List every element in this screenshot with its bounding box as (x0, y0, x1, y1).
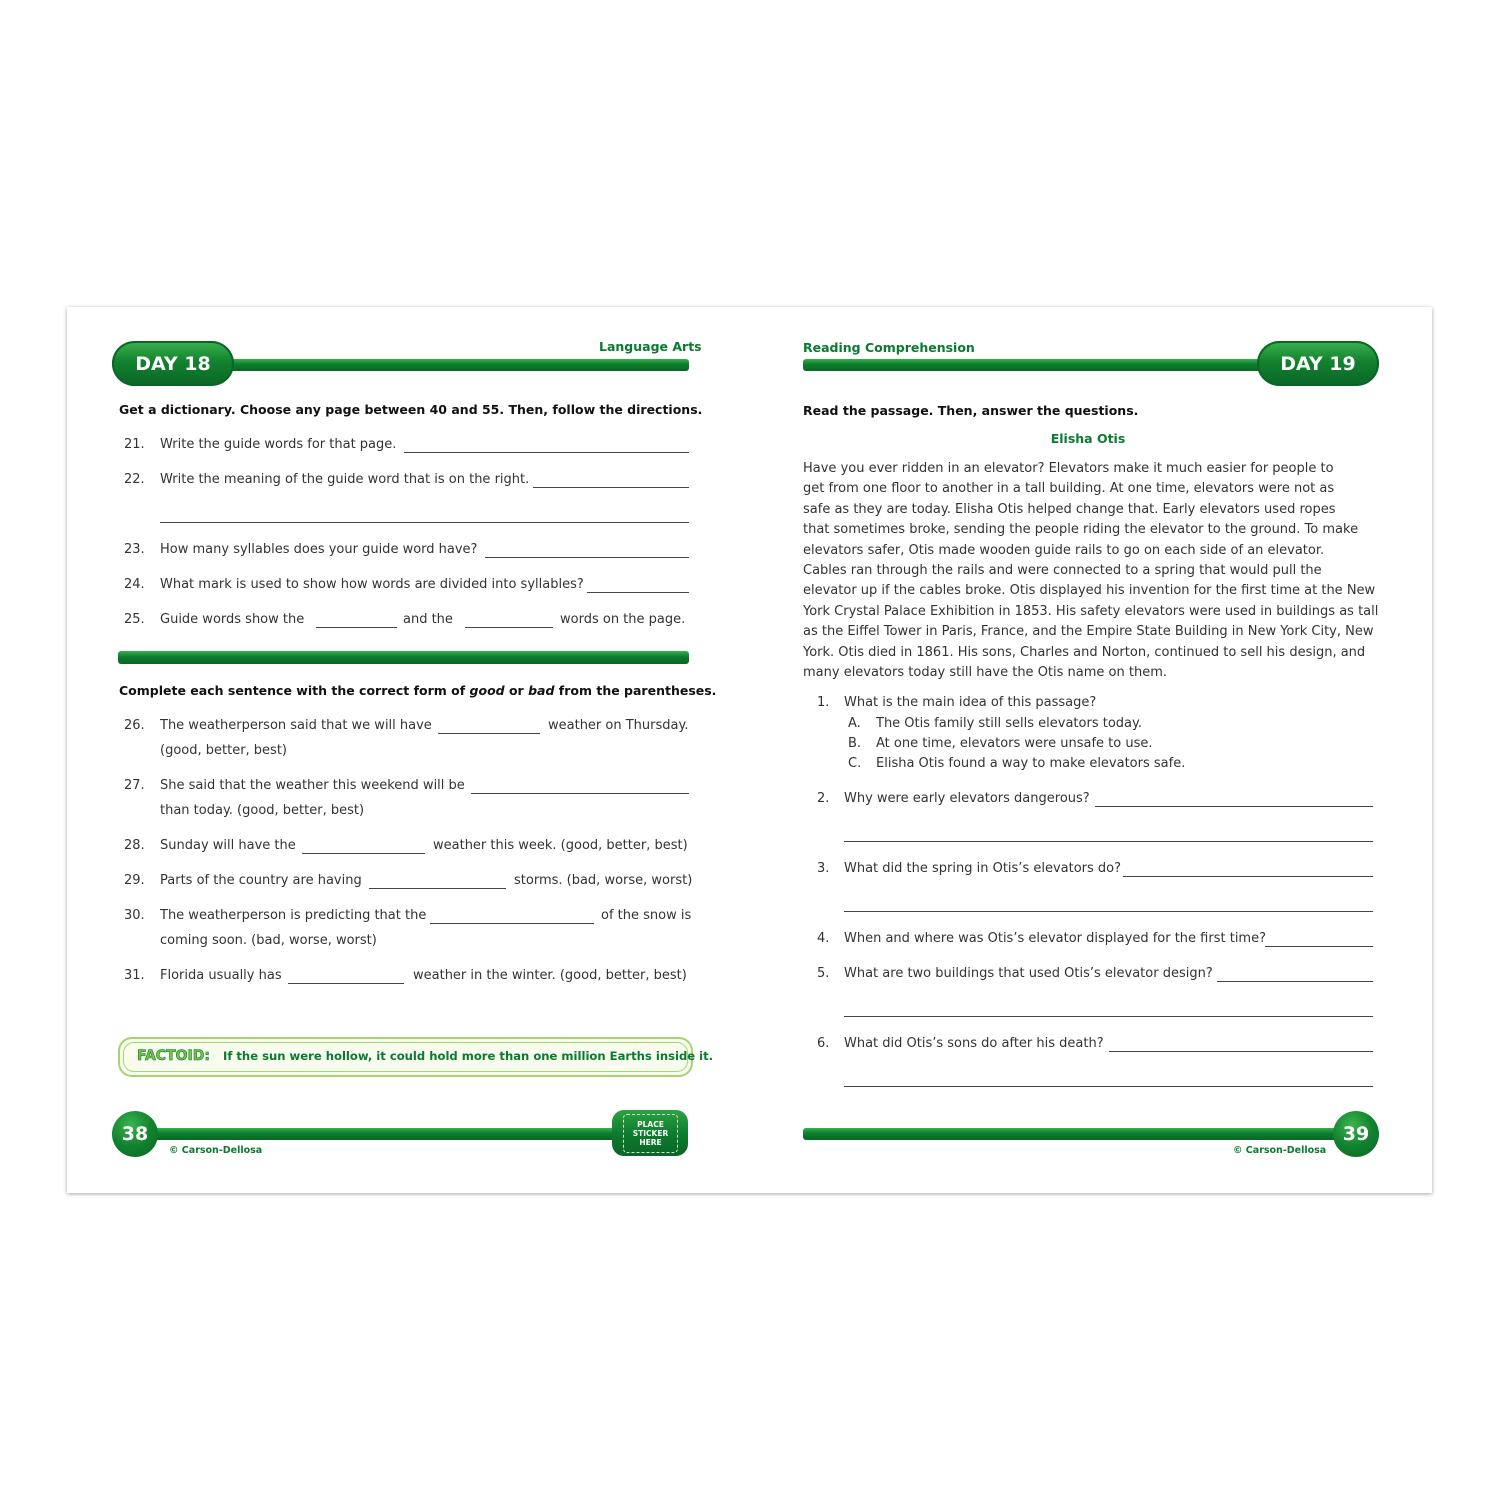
question-3-number: 3. (817, 861, 830, 876)
right-header-bar (803, 359, 1323, 371)
question-26-number: 26. (124, 718, 145, 733)
section-2-instruction-or: or (504, 683, 529, 698)
day-badge (1257, 341, 1379, 386)
day-label: DAY 18 (135, 352, 211, 375)
passage-line: elevator up if the cables broke. Otis displayed his invention for the first time at the New (803, 583, 1376, 599)
question-27-text-1: She said that the weather this weekend will be (160, 778, 465, 793)
question-2-text: Why were early elevators dangerous? (844, 791, 1090, 806)
question-28-number: 28. (124, 838, 145, 853)
answer-line-2a[interactable] (1095, 806, 1373, 807)
right-footer-bar (803, 1128, 1359, 1140)
answer-line-29[interactable] (369, 888, 506, 889)
sticker-line-1: PLACE (637, 1120, 664, 1129)
question-25-text-2: and the (403, 612, 453, 627)
question-26-text-2: weather on Thursday. (548, 718, 689, 733)
question-26-text-3: (good, better, best) (160, 743, 287, 758)
answer-line-5a[interactable] (1217, 981, 1373, 982)
question-24-number: 24. (124, 577, 145, 592)
sticker-line-2: STICKER (632, 1129, 669, 1138)
factoid-box (118, 1037, 714, 1077)
option-c-text[interactable]: Elisha Otis found a way to make elevators safe. (876, 756, 1186, 771)
question-30-text-1: The weatherperson is predicting that the (160, 908, 427, 923)
question-6-text: What did Otis’s sons do after his death? (844, 1036, 1104, 1051)
sticker-placeholder (623, 1114, 678, 1153)
passage-line: get from one floor to another in a tall building. At one time, elevators were not as (803, 481, 1335, 497)
option-c-letter: C. (848, 756, 862, 771)
question-21-number: 21. (124, 437, 145, 452)
question-21-text: Write the guide words for that page. (160, 437, 397, 452)
answer-line-30[interactable] (430, 923, 594, 924)
passage-line: York Crystal Palace Exhibition in 1853. His safety elevators were used in buildings as tall (803, 603, 1379, 619)
question-25-text-1: Guide words show the (160, 612, 305, 627)
answer-line-21[interactable] (404, 452, 689, 453)
word-good: good (469, 683, 505, 698)
word-bad: bad (528, 683, 555, 698)
question-1-text: What is the main idea of this passage? (844, 695, 1097, 710)
question-4-text: When and where was Otis’s elevator displayed for the first time? (844, 931, 1266, 946)
question-27-number: 27. (124, 778, 145, 793)
question-3-text: What did the spring in Otis’s elevators do? (844, 861, 1122, 876)
question-29-text-2: storms. (bad, worse, worst) (514, 873, 693, 888)
question-22-text: Write the meaning of the guide word that is on the right. (160, 472, 530, 487)
factoid-label: FACTOID: (137, 1048, 210, 1064)
option-a-text[interactable]: The Otis family still sells elevators today. (876, 716, 1142, 731)
question-23-number: 23. (124, 542, 145, 557)
question-4-number: 4. (817, 931, 830, 946)
passage-line: that sometimes broke, sending the people riding the elevator to the ground. To make (803, 522, 1359, 538)
option-b-letter: B. (848, 736, 862, 751)
passage-line: Have you ever ridden in an elevator? Elevators make it much easier for people to (803, 461, 1334, 476)
answer-line-22b[interactable] (160, 522, 689, 523)
answer-line-27[interactable] (471, 793, 689, 794)
option-b-text[interactable]: At one time, elevators were unsafe to use. (876, 736, 1153, 751)
answer-line-3b[interactable] (844, 911, 1373, 912)
question-30-text-2: of the snow is (601, 908, 692, 923)
day-label: DAY 19 (1280, 352, 1356, 375)
question-25-text-3: words on the page. (560, 612, 686, 627)
left-page (67, 307, 749, 1193)
day-badge (112, 341, 234, 386)
section-divider-bar (118, 651, 689, 664)
passage-line: York. Otis died in 1861. His sons, Charles and Norton, continued to sell his design, and (803, 644, 1366, 660)
option-a-letter: A. (848, 716, 861, 731)
page-number-badge (112, 1111, 158, 1157)
question-28-text-2: weather this week. (good, better, best) (433, 838, 688, 853)
page-number: 39 (1342, 1123, 1370, 1145)
answer-line-3a[interactable] (1123, 876, 1373, 877)
answer-line-5b[interactable] (844, 1016, 1373, 1017)
answer-line-28[interactable] (302, 853, 425, 854)
question-2-number: 2. (817, 791, 830, 806)
answer-line-6b[interactable] (844, 1086, 1373, 1087)
answer-line-25b[interactable] (465, 627, 553, 628)
question-28-text-1: Sunday will have the (160, 838, 296, 853)
answer-line-25a[interactable] (316, 627, 397, 628)
question-24-text: What mark is used to show how words are divided into syllables? (160, 577, 584, 592)
section-2-instruction-pre: Complete each sentence with the correct form of (119, 683, 470, 698)
question-23-text: How many syllables does your guide word have? (160, 542, 478, 557)
section-1-instruction: Get a dictionary. Choose any page between 40 and 55. Then, follow the directions. (119, 402, 703, 417)
question-26-text-1: The weatherperson said that we will have (160, 718, 432, 733)
question-5-number: 5. (817, 966, 830, 981)
workbook-spread (67, 307, 1432, 1193)
left-header-bar (167, 359, 689, 371)
question-30-number: 30. (124, 908, 145, 923)
question-29-number: 29. (124, 873, 145, 888)
section-2-instruction-post: from the parentheses. (554, 683, 717, 698)
left-footer-bar (137, 1128, 632, 1140)
passage-line: many elevators today still have the Otis name on them. (803, 665, 1167, 681)
passage-line: elevators safer, Otis made wooden guide rails to go on each side of an elevator. (803, 542, 1325, 558)
copyright: © Carson-Dellosa (169, 1145, 263, 1156)
answer-line-2b[interactable] (844, 841, 1373, 842)
passage-body (803, 459, 1383, 683)
question-29-text-1: Parts of the country are having (160, 873, 362, 888)
question-5-text: What are two buildings that used Otis’s elevator design? (844, 966, 1213, 981)
answer-line-4[interactable] (1265, 946, 1373, 947)
answer-line-6a[interactable] (1109, 1051, 1373, 1052)
right-page (749, 307, 1432, 1193)
answer-line-24[interactable] (587, 592, 689, 593)
question-31-number: 31. (124, 968, 145, 983)
question-30-text-3: coming soon. (bad, worse, worst) (160, 933, 377, 948)
question-1-number: 1. (817, 695, 830, 710)
page-number: 38 (121, 1123, 149, 1145)
passage-title: Elisha Otis (1050, 431, 1126, 446)
sticker-line-3: HERE (639, 1138, 662, 1147)
answer-line-23[interactable] (485, 557, 689, 558)
passage-line: as the Eiffel Tower in Paris, France, and the Empire State Building in New York City, New (803, 624, 1374, 640)
subject-label: Language Arts (599, 339, 702, 354)
factoid-text: If the sun were hollow, it could hold more than one million Earths inside it. (223, 1049, 714, 1063)
answer-line-22a[interactable] (533, 487, 689, 488)
answer-line-31[interactable] (288, 983, 404, 984)
question-22-number: 22. (124, 472, 145, 487)
passage-line: safe as they are today. Elisha Otis helped change that. Early elevators used ropes (803, 501, 1336, 517)
question-25-number: 25. (124, 612, 145, 627)
passage-line: Cables ran through the rails and were connected to a spring that would pull the (803, 563, 1322, 579)
copyright: © Carson-Dellosa (1233, 1145, 1327, 1156)
question-27-text-2: than today. (good, better, best) (160, 803, 365, 818)
section-2-instruction (119, 683, 716, 698)
question-31-text-1: Florida usually has (160, 968, 282, 983)
passage-instruction: Read the passage. Then, answer the questions. (803, 403, 1139, 418)
sticker-badge[interactable] (612, 1110, 688, 1156)
question-31-text-2: weather in the winter. (good, better, best) (413, 968, 687, 983)
answer-line-26[interactable] (438, 733, 540, 734)
question-6-number: 6. (817, 1036, 830, 1051)
subject-label: Reading Comprehension (803, 340, 975, 355)
page-number-badge (1333, 1111, 1379, 1157)
